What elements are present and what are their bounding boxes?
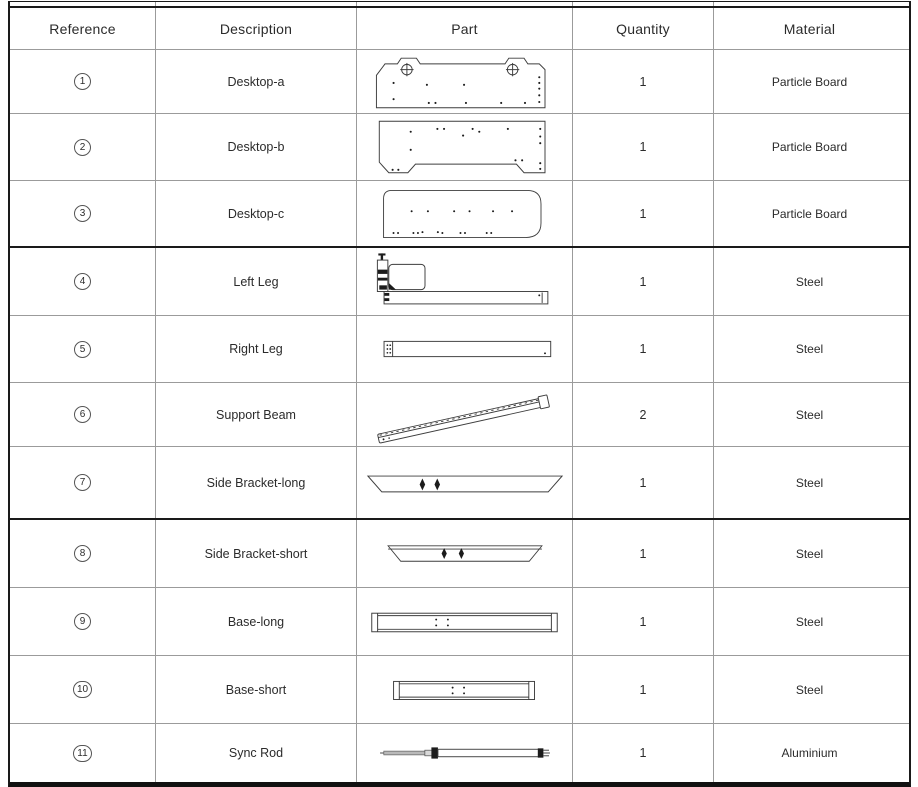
quantity-cell: 1 [573,114,714,180]
left-leg-drawing-icon [365,252,565,312]
side-bracket-short-drawing-icon [370,524,560,584]
table-row [10,447,909,520]
quantity-cell: 1 [573,50,714,113]
table-row [10,588,909,656]
material-cell: Particle Board [771,74,848,89]
reference-badge: 7 [74,474,91,491]
reference-badge: 10 [73,681,92,698]
table-row [10,383,909,447]
table-row [10,248,909,316]
side-bracket-long-drawing-icon [361,453,569,513]
quantity-cell: 1 [573,316,714,382]
quantity-cell: 2 [573,383,714,446]
reference-badge: 5 [74,341,91,358]
quantity-cell: 1 [573,656,714,723]
base-long-drawing-icon [362,592,567,652]
quantity-cell: 1 [573,447,714,518]
quantity-cell: 1 [573,520,714,587]
desktop-b-panel-drawing-icon [365,117,565,177]
material-cell: Steel [795,475,824,490]
column-header-material: Material [783,20,836,37]
quantity-cell: 1 [573,588,714,655]
material-cell: Aluminium [781,746,838,760]
table-row [10,520,909,588]
reference-badge: 8 [74,545,91,562]
table-row [10,181,909,248]
material-cell: Steel [795,342,824,356]
reference-badge: 3 [74,205,91,222]
reference-badge: 9 [74,613,91,630]
material-cell: Steel [795,274,824,289]
material-cell: Steel [795,546,824,561]
right-leg-drawing-icon [365,319,565,379]
quantity-cell: 1 [573,724,714,782]
reference-badge: 2 [74,139,91,156]
description-cell: Left Leg [156,248,357,315]
support-beam-drawing-icon [365,385,565,445]
desktop-c-panel-drawing-icon [370,184,560,244]
sync-rod-drawing-icon [365,725,565,781]
base-short-drawing-icon [365,660,565,720]
quantity-cell: 1 [573,248,714,315]
reference-badge: 4 [74,273,91,290]
material-cell: Steel [795,614,824,629]
table-row [10,50,909,114]
description-cell: Right Leg [156,316,357,382]
description-cell: Side Bracket-long [156,447,357,518]
reference-badge: 1 [74,73,91,90]
description-cell: Desktop-a [156,50,357,113]
table-row [10,724,909,782]
column-header-reference: Reference [10,8,156,49]
description-cell: Desktop-c [156,181,357,246]
parts-list-table [8,1,911,787]
material-cell: Steel [795,682,824,697]
material-cell: Particle Board [771,206,848,221]
table-row [10,316,909,383]
reference-badge: 11 [73,745,91,762]
description-cell: Base-short [156,656,357,723]
column-header-quantity: Quantity [573,8,714,49]
description-cell: Side Bracket-short [156,520,357,587]
reference-badge: 6 [74,406,91,423]
column-header-part: Part [357,8,573,49]
material-cell: Steel [795,407,824,422]
description-cell: Base-long [156,588,357,655]
description-cell: Desktop-b [156,114,357,180]
description-cell: Sync Rod [156,724,357,782]
quantity-cell: 1 [573,181,714,246]
table-header-row [10,8,909,50]
description-cell: Support Beam [156,383,357,446]
table-row [10,114,909,181]
table-row [10,656,909,724]
desktop-a-panel-drawing-icon [365,52,565,112]
column-header-description: Description [156,8,357,49]
material-cell: Particle Board [771,140,848,154]
